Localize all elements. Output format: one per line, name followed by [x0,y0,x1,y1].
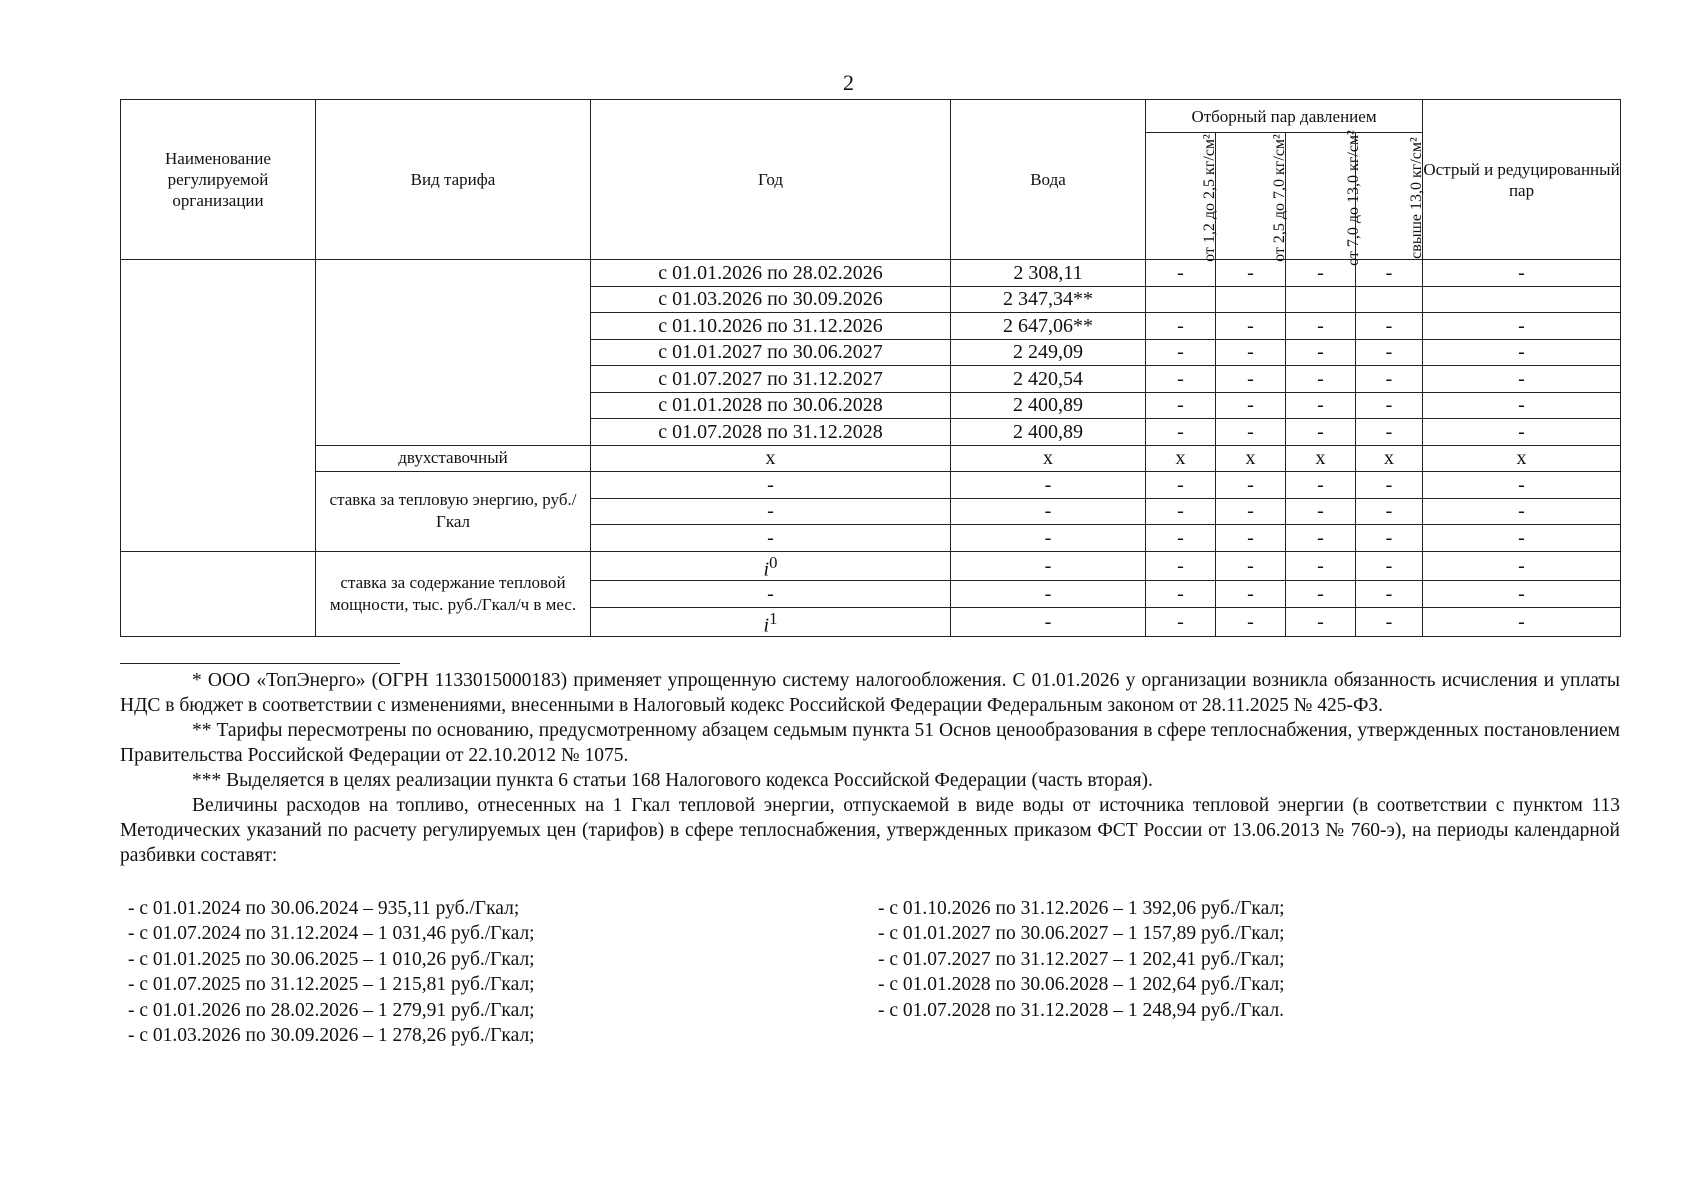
period-cell: с 01.01.2027 по 30.06.2027 [591,339,951,366]
energy-rate-label: ставка за тепловую энергию, руб./Гкал [316,472,591,552]
dash-cell: - [951,498,1146,525]
dash-cell: - [1356,498,1423,525]
dash-cell: - [1286,472,1356,499]
p2-cell: - [1216,313,1286,340]
dash-cell: - [1216,581,1286,608]
dash-cell: - [1146,581,1216,608]
dash-cell: - [1146,551,1216,581]
list-item: - с 01.07.2024 по 31.12.2024 – 1 031,46 руб./Гкал; [128,923,535,945]
capacity-rate-row [121,551,1621,581]
p3-cell: - [1286,392,1356,419]
x-mark: x [1146,445,1216,472]
header-water: Вода [951,100,1146,260]
period-cell: с 01.07.2027 по 31.12.2027 [591,366,951,393]
footnote-1: * ООО «ТопЭнерго» (ОГРН 1133015000183) применяет упрощенную систему налогообложения. С 01.01.2026 у организации возникла обязанность исчисления и уплаты НДС в бюджет в соответствии с изменениями, внесенными в Налоговый кодекс Российской Федерации Федеральным законом от 28.11.2025 № 425-ФЗ. [120,670,1620,716]
dash-cell: - [1423,581,1621,608]
p4-cell: - [1356,392,1423,419]
dash-cell: - [1216,472,1286,499]
x-mark: x [1356,445,1423,472]
water-cell: 2 400,89 [951,392,1146,419]
fuel-list-left [128,896,535,1048]
dash-cell: - [1216,607,1286,637]
footnote-divider [120,663,400,664]
table-row [121,260,1621,287]
dash-cell: - [951,607,1146,637]
dash-cell: - [1423,551,1621,581]
dash-cell: - [1286,525,1356,552]
footnote-2: ** Тарифы пересмотрены по основанию, предусмотренному абзацем седьмым пункта 51 Основ ценообразования в сфере теплоснабжения, утвержденных постановлением Правительства Российской Федерации от 22.10.2012 № 1075. [120,720,1620,766]
dash-cell: - [951,472,1146,499]
list-item: - с 01.07.2027 по 31.12.2027 – 1 202,41 руб./Гкал; [878,948,1285,970]
dash-cell: - [1356,551,1423,581]
p2-cell [1216,286,1286,313]
dash-cell: - [1286,498,1356,525]
water-cell: 2 420,54 [951,366,1146,393]
x-mark: x [951,445,1146,472]
header-year: Год [591,100,951,260]
list-item: - с 01.01.2028 по 30.06.2028 – 1 202,64 руб./Гкал; [878,974,1285,996]
sharp-cell: - [1423,392,1621,419]
p2-cell: - [1216,366,1286,393]
two-rate-label: двухставочный [316,445,591,472]
energy-rate-row [121,472,1621,499]
p3-cell [1286,286,1356,313]
index-cell: $i^0$ [591,551,951,581]
water-cell: 2 347,34** [951,286,1146,313]
p4-cell: - [1356,260,1423,287]
dash-cell: - [1216,498,1286,525]
period-cell: с 01.01.2028 по 30.06.2028 [591,392,951,419]
p1-cell: - [1146,392,1216,419]
two-rate-row [121,445,1621,472]
dash-cell: - [1356,607,1423,637]
footnote-3: *** Выделяется в целях реализации пункта 6 статьи 168 Налогового кодекса Российской Федерации (часть вторая). [192,770,1153,791]
sharp-cell: - [1423,339,1621,366]
dash-cell: - [1216,551,1286,581]
footnotes [120,668,1620,868]
period-cell: с 01.01.2026 по 28.02.2026 [591,260,951,287]
p2-cell: - [1216,260,1286,287]
list-item: - с 01.01.2024 по 30.06.2024 – 935,11 руб./Гкал; [128,898,520,919]
dash-cell: - [1423,525,1621,552]
p3-cell: - [1286,313,1356,340]
x-mark: x [1286,445,1356,472]
dash-cell: - [591,498,951,525]
tariff-type-cell [316,260,591,446]
p1-cell: - [1146,366,1216,393]
header-sharp-steam: Острый и редуцированный пар [1423,100,1621,260]
header-steam-group: Отборный пар давлением [1146,100,1423,133]
list-item: - с 01.07.2028 по 31.12.2028 – 1 248,94 руб./Гкал. [878,999,1285,1021]
p2-cell: - [1216,339,1286,366]
tariff-table [120,99,1621,637]
sharp-cell: - [1423,419,1621,446]
dash-cell: - [1286,581,1356,608]
org-cell [121,260,316,552]
fuel-intro: Величины расходов на топливо, отнесенных на 1 Гкал тепловой энергии, отпускаемой в виде воды от источника тепловой энергии (в соответствии с пунктом 113 Методических указаний по расчету регулируемых цен (тарифов) в сфере теплоснабжения, утвержденных приказом ФСТ России от 13.06.2013 № 760-э), на периоды календарной разбивки составят: [120,795,1620,866]
header-pressure-1: от 1,2 до 2,5 кг/см² [1146,133,1216,260]
p2-cell: - [1216,392,1286,419]
list-item: - с 01.10.2026 по 31.12.2026 – 1 392,06 руб./Гкал; [878,898,1285,919]
period-cell: с 01.10.2026 по 31.12.2026 [591,313,951,340]
sharp-cell: - [1423,260,1621,287]
p1-cell: - [1146,419,1216,446]
dash-cell: - [591,581,951,608]
dash-cell: - [591,472,951,499]
dash-cell: - [1146,498,1216,525]
dash-cell: - [1423,607,1621,637]
dash-cell: - [1356,581,1423,608]
sharp-cell: - [1423,313,1621,340]
dash-cell: - [1356,525,1423,552]
index-cell: $i^1$ [591,607,951,637]
sharp-cell [1423,286,1621,313]
p2-cell: - [1216,419,1286,446]
dash-cell: - [1286,551,1356,581]
dash-cell: - [1286,607,1356,637]
org-cell-lower [121,551,316,637]
dash-cell: - [1356,472,1423,499]
dash-cell: - [951,581,1146,608]
p1-cell [1146,286,1216,313]
dash-cell: - [1423,472,1621,499]
p4-cell [1356,286,1423,313]
list-item: - с 01.01.2025 по 30.06.2025 – 1 010,26 руб./Гкал; [128,948,535,970]
p3-cell: - [1286,260,1356,287]
list-item: - с 01.01.2026 по 28.02.2026 – 1 279,91 руб./Гкал; [128,999,535,1021]
x-mark: x [1216,445,1286,472]
x-mark: x [591,445,951,472]
water-cell: 2 308,11 [951,260,1146,287]
dash-cell: - [1216,525,1286,552]
header-row-1 [121,100,1621,133]
period-cell: с 01.07.2028 по 31.12.2028 [591,419,951,446]
dash-cell: - [951,551,1146,581]
water-cell: 2 647,06** [951,313,1146,340]
dash-cell: - [1423,498,1621,525]
dash-cell: - [1146,607,1216,637]
p4-cell: - [1356,339,1423,366]
dash-cell: - [591,525,951,552]
dash-cell: - [951,525,1146,552]
p3-cell: - [1286,366,1356,393]
header-tariff-type: Вид тарифа [316,100,591,260]
water-cell: 2 400,89 [951,419,1146,446]
period-cell: с 01.03.2026 по 30.09.2026 [591,286,951,313]
capacity-rate-label: ставка за содержание тепловой мощности, тыс. руб./Гкал/ч в мес. [316,551,591,637]
dash-cell: - [1146,525,1216,552]
header-pressure-3: от 7,0 до 13,0 кг/см² [1286,133,1356,260]
list-item: - с 01.01.2027 по 30.06.2027 – 1 157,89 руб./Гкал; [878,923,1285,945]
x-mark: x [1423,445,1621,472]
dash-cell: - [1146,472,1216,499]
p1-cell: - [1146,339,1216,366]
p1-cell: - [1146,313,1216,340]
sharp-cell: - [1423,366,1621,393]
list-item: - с 01.07.2025 по 31.12.2025 – 1 215,81 руб./Гкал; [128,974,535,996]
p4-cell: - [1356,419,1423,446]
list-item: - с 01.03.2026 по 30.09.2026 – 1 278,26 руб./Гкал; [128,1025,535,1047]
header-org: Наименование регулируемой организации [121,100,316,260]
header-pressure-4: свыше 13,0 кг/см² [1356,133,1423,260]
p3-cell: - [1286,339,1356,366]
p3-cell: - [1286,419,1356,446]
p4-cell: - [1356,366,1423,393]
header-pressure-2: от 2,5 до 7,0 кг/см² [1216,133,1286,260]
page-number: 2 [843,70,854,95]
water-cell: 2 249,09 [951,339,1146,366]
fuel-list-right [878,896,1285,1023]
p4-cell: - [1356,313,1423,340]
p1-cell: - [1146,260,1216,287]
